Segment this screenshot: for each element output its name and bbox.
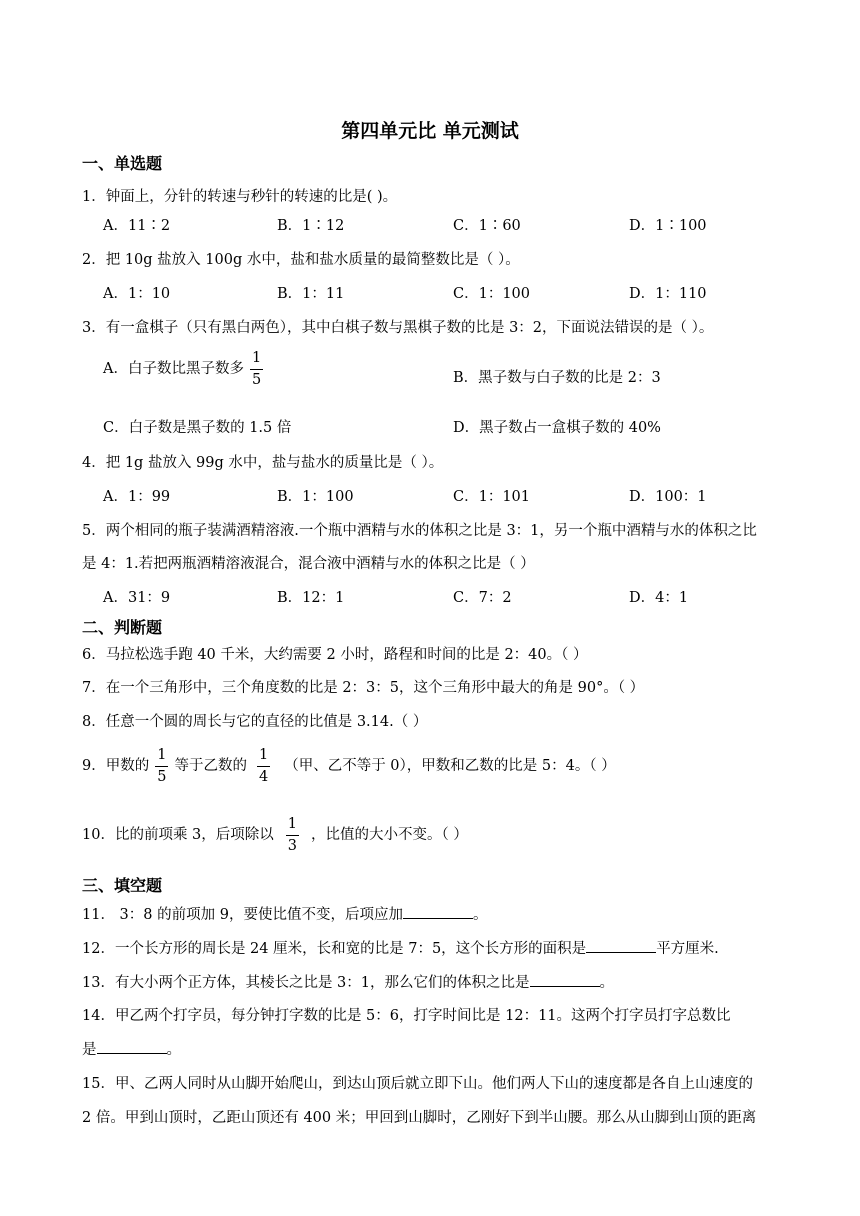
question-13 [82, 971, 614, 992]
question-14-line-2 [82, 1038, 181, 1059]
q9-text-1: 9．甲数的 [82, 758, 150, 774]
fraction [155, 748, 168, 784]
answer-blank[interactable] [97, 1039, 167, 1054]
question-8: 8．任意一个圆的周长与它的直径的比值是 3.14.（ ） [82, 714, 428, 730]
fraction [286, 817, 299, 853]
question-11 [82, 903, 487, 924]
answer-blank[interactable] [586, 938, 656, 953]
q1-option-c: C．1∶60 [453, 218, 521, 234]
q3-option-d: D．黑子数占一盒棋子数的 40% [453, 420, 661, 436]
question-5-line-1: 5．两个相同的瓶子装满酒精溶液.一个瓶中酒精与水的体积之比是 3：1，另一个瓶中酒精与水的体积之比 [82, 523, 757, 539]
question-10 [82, 817, 468, 853]
page-title: 第四单元比 单元测试 [341, 120, 519, 142]
fraction-numerator: 1 [286, 817, 299, 836]
q9-text-2: 等于乙数的 [174, 758, 247, 774]
question-5-line-2: 是 4：1.若把两瓶酒精溶液混合，混合液中酒精与水的体积之比是（ ） [82, 556, 535, 572]
q3-option-a [103, 351, 269, 387]
q3-option-b: B．黑子数与白子数的比是 2：3 [453, 370, 661, 386]
q12-text-end: 平方厘米. [656, 941, 719, 957]
section-heading-fill-blank: 三、填空题 [82, 876, 163, 895]
q9-text-3: （甲、乙不等于 0），甲数和乙数的比是 5：4。（ ） [284, 758, 616, 774]
question-2: 2．把 10g 盐放入 100g 水中，盐和盐水质量的最简整数比是（ ）。 [82, 252, 520, 268]
question-15-line-2: 2 倍。甲到山顶时，乙距山顶还有 400 米；甲回到山脚时，乙刚好下到半山腰。那么从山脚到山顶的距离 [82, 1110, 757, 1126]
section-heading-single-choice: 一、单选题 [82, 154, 163, 173]
q11-text: 11． 3：8 的前项加 9，要使比值不变，后项应加 [82, 907, 403, 923]
q5-option-c: C．7：2 [453, 590, 512, 606]
question-3: 3．有一盒棋子（只有黑白两色），其中白棋子数与黑棋子数的比是 3：2，下面说法错误的是（ ）。 [82, 320, 714, 336]
q4-option-b: B．1：100 [277, 489, 354, 505]
q11-text-end: 。 [472, 907, 488, 923]
q2-option-b: B．1：11 [277, 286, 345, 302]
q12-text: 12．一个长方形的周长是 24 厘米，长和宽的比是 7：5，这个长方形的面积是 [82, 941, 587, 957]
q10-text-2: ，比值的大小不变。（ ） [311, 827, 468, 843]
answer-blank[interactable] [530, 972, 600, 987]
q14-text: 是 [82, 1042, 97, 1058]
q5-option-a: A．31：9 [103, 590, 171, 606]
fraction-denominator: 3 [287, 837, 298, 854]
q4-option-a: A．1：99 [103, 489, 171, 505]
fraction-denominator: 4 [258, 768, 269, 785]
q3-option-c: C．白子数是黑子数的 1.5 倍 [103, 420, 292, 436]
fraction-numerator: 1 [250, 351, 263, 370]
fraction [250, 351, 263, 387]
q2-option-a: A．1：10 [103, 286, 171, 302]
question-4: 4．把 1g 盐放入 99g 水中，盐与盐水的质量比是（ ）。 [82, 455, 444, 471]
question-9 [82, 748, 616, 784]
fraction [257, 748, 270, 784]
q4-option-c: C．1：101 [453, 489, 530, 505]
q5-option-b: B．12：1 [277, 590, 345, 606]
fraction-denominator: 5 [157, 768, 167, 785]
q5-option-d: D．4：1 [629, 590, 689, 606]
question-1: 1．钟面上，分针的转速与秒针的转速的比是( )。 [82, 189, 398, 205]
question-6: 6．马拉松选手跑 40 千米，大约需要 2 小时，路程和时间的比是 2：40。（ ） [82, 647, 588, 663]
fraction-numerator: 1 [257, 748, 270, 767]
q2-option-c: C．1：100 [453, 286, 530, 302]
q1-option-a: A．11∶2 [103, 218, 171, 234]
q13-text-end: 。 [599, 975, 615, 991]
q1-option-b: B．1∶12 [277, 218, 345, 234]
fraction-denominator: 5 [251, 371, 262, 388]
q4-option-d: D．100：1 [629, 489, 707, 505]
answer-blank[interactable] [403, 904, 473, 919]
fraction-numerator: 1 [155, 748, 168, 767]
section-heading-true-false: 二、判断题 [82, 618, 163, 637]
q3-option-a-text: A．白子数比黑子数多 [103, 361, 244, 377]
q13-text: 13．有大小两个正方体，其棱长之比是 3：1，那么它们的体积之比是 [82, 975, 530, 991]
question-7: 7．在一个三角形中，三个角度数的比是 2：3：5，这个三角形中最大的角是 90°。（ ） [82, 680, 645, 696]
q2-option-d: D．1：110 [629, 286, 707, 302]
question-14-line-1: 14．甲乙两个打字员，每分钟打字数的比是 5：6，打字时间比是 12：11。这两个打字员打字总数比 [82, 1008, 731, 1024]
q1-option-d: D．1∶100 [629, 218, 707, 234]
q10-text-1: 10．比的前项乘 3，后项除以 [82, 827, 274, 843]
question-15-line-1: 15．甲、乙两人同时从山脚开始爬山，到达山顶后就立即下山。他们两人下山的速度都是各自上山速度的 [82, 1076, 753, 1092]
question-12 [82, 937, 719, 958]
q14-text-end: 。 [166, 1042, 181, 1058]
